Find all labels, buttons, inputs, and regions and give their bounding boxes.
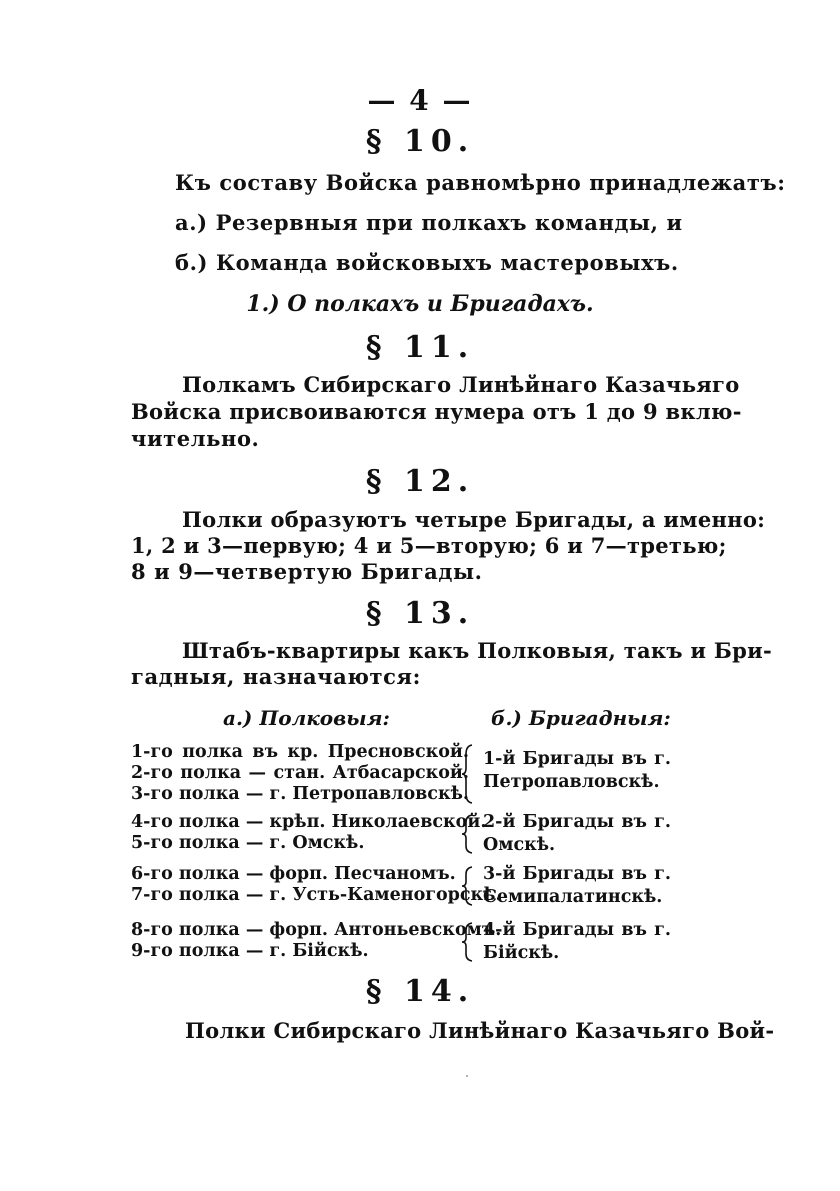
section-14-heading: § 14. [365,974,475,1009]
section-10-item-b: б.) Команда войсковыхъ мастеровыхъ. [175,250,679,275]
section-12-heading: § 12. [365,464,475,499]
column-header-regimental: а.) Полковыя: [223,706,390,730]
table-group-1 [131,742,671,806]
section-13-line-2: гадныя, назначаются: [131,664,421,689]
table-row: 7-го полка — г. Усть-Каменогорскѣ. [131,885,502,905]
section-12-line-1: Полки образуютъ четыре Бригады, а именно: [182,507,766,532]
regiment-list [131,812,487,854]
section-10-heading: § 10. [365,124,475,159]
table-row: 4-го полка — крѣп. Николаевской. [131,812,487,832]
brigade-line: 3-й Бригады въ г. [483,864,671,884]
table-group-3 [131,864,671,908]
section-11-line-3: чительно. [131,426,260,451]
section-10-intro: Къ составу Войска равномѣрно принадлежатъ: [175,170,786,195]
brigade-cell [483,863,671,909]
table-row: 1-го полка въ кр. Пресновской. [131,742,469,762]
headquarters-table [131,742,671,972]
regiment-list [131,864,502,906]
section-10-item-a: а.) Резервныя при полкахъ команды, и [175,210,683,235]
curly-brace-icon [461,744,475,804]
brigade-cell [483,811,671,857]
table-group-2 [131,812,671,856]
regiment-list [131,742,469,805]
curly-brace-icon [461,922,475,962]
section-12-line-2: 1, 2 и 3—первую; 4 и 5—вторую; 6 и 7—третью; [131,533,727,558]
curly-brace-icon [461,814,475,854]
table-row: 6-го полка — форп. Песчаномъ. [131,864,456,884]
section-11-line-1: Полкамъ Сибирскаго Линѣйнаго Казачьяго [182,372,740,397]
table-row: 2-го полка — стан. Атбасарской. [131,763,469,783]
table-row: 3-го полка — г. Петропавловскѣ. [131,784,469,804]
column-header-brigade: б.) Бригадныя: [491,706,671,730]
section-12-line-3: 8 и 9—четвертую Бригады. [131,559,483,584]
brigade-line: Омскѣ. [483,835,556,855]
brigade-line: Петропавловскѣ. [483,772,660,792]
brigade-line: Бійскѣ. [483,943,560,963]
brigade-line: 4-й Бригады въ г. [483,920,671,940]
brigade-line: 1-й Бригады въ г. [483,749,671,769]
section-11-line-2: Войска присвоиваются нумера отъ 1 до 9 вклю- [131,399,742,424]
table-row: 9-го полка — г. Бійскѣ. [131,941,369,961]
table-group-4 [131,920,671,964]
regiment-list [131,920,502,962]
subsection-heading: 1.) О полкахъ и Бригадахъ. [246,291,594,317]
section-14-line-1: Полки Сибирскаго Линѣйнаго Казачьяго Вой- [185,1018,775,1043]
section-13-heading: § 13. [365,596,475,631]
table-row: 8-го полка — форп. Антоньевскомъ. [131,920,502,940]
brigade-cell [483,748,671,794]
curly-brace-icon [461,866,475,906]
table-row: 5-го полка — г. Омскѣ. [131,833,365,853]
brigade-cell [483,919,671,965]
speck [466,1075,468,1077]
section-11-heading: § 11. [365,330,475,365]
brigade-line: Семипалатинскѣ. [483,887,663,907]
page-number: — 4 — [367,84,473,117]
section-13-line-1: Штабъ-квартиры какъ Полковыя, такъ и Бри- [182,638,773,663]
brigade-line: 2-й Бригады въ г. [483,812,671,832]
